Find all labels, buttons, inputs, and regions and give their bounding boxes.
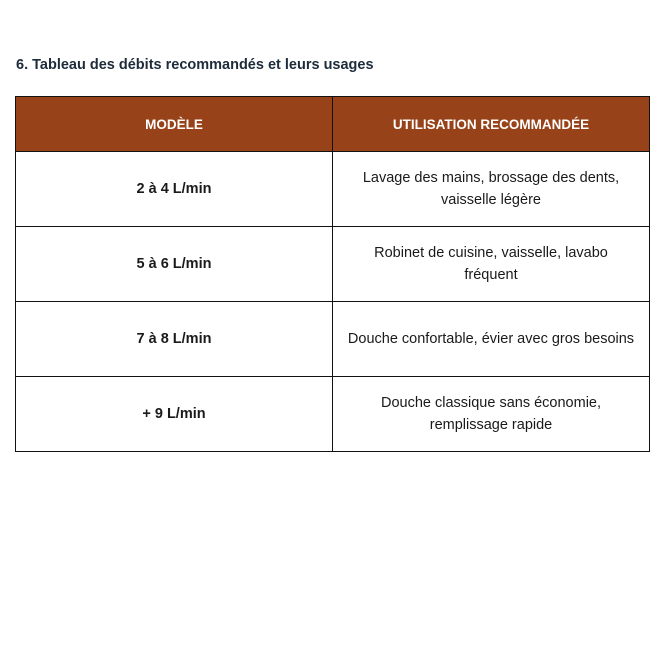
usage-cell: Lavage des mains, brossage des dents, vaisselle légère (333, 152, 650, 227)
table-row (16, 152, 650, 227)
table-row (16, 377, 650, 452)
flow-rate-table (15, 96, 650, 452)
model-cell: 7 à 8 L/min (16, 302, 333, 377)
model-cell: + 9 L/min (16, 377, 333, 452)
usage-cell: Robinet de cuisine, vaisselle, lavabo fréquent (333, 227, 650, 302)
table-header-row (16, 97, 650, 152)
column-header-model: MODÈLE (16, 97, 333, 152)
usage-cell: Douche confortable, évier avec gros besoins (333, 302, 650, 377)
column-header-usage: UTILISATION RECOMMANDÉE (333, 97, 650, 152)
section-heading: 6. Tableau des débits recommandés et leurs usages (16, 57, 374, 73)
usage-cell: Douche classique sans économie, remplissage rapide (333, 377, 650, 452)
model-cell: 5 à 6 L/min (16, 227, 333, 302)
table-row (16, 302, 650, 377)
table-row (16, 227, 650, 302)
model-cell: 2 à 4 L/min (16, 152, 333, 227)
